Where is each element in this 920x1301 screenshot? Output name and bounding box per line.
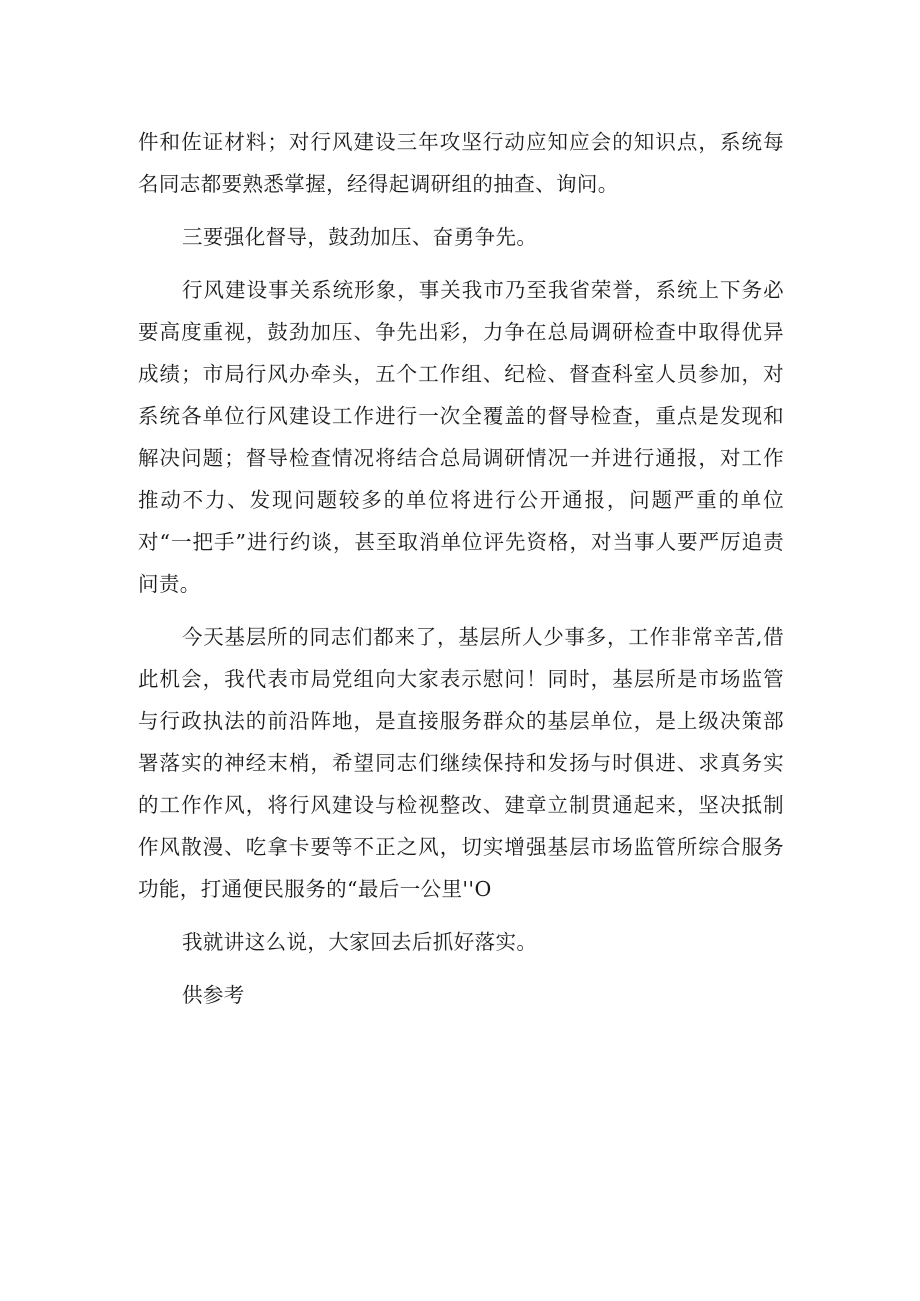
reference-note: 供参考 [182, 983, 245, 1007]
paragraph-supervision: 行风建设事关系统形象，事关我市乃至我省荣誉，系统上下务必要高度重视，鼓劲加压、争先出彩，力争在总局调研检查中取得优异成绩；市局行风办牵头，五个工作组、纪检、督查科室人员参加，对系统各单位行风建设工作进行一次全覆盖的督导检查，重点是发现和解决问题；督导检查情况将结合总局调研情况一并进行通报，对工作推动不力、发现问题较多的单位将进行公开通报，问题严重的单位对“一把手”进行约谈，甚至取消单位评先资格，对当事人要严厉追责问责。 [138, 278, 784, 596]
section-heading: 三要强化督导，鼓劲加压、奋勇争先。 [182, 225, 538, 249]
paragraph-grassroots: 今天基层所的同志们都来了，基层所人少事多，工作非常辛苦,借此机会，我代表市局党组向大家表示慰问！同时，基层所是市场监管与行政执法的前沿阵地，是直接服务群众的基层单位，是上级决策部署落实的神经末梢，希望同志们继续保持和发扬与时俱进、求真务实的工作作风，将行风建设与检视整改、建章立制贯通起来，坚决抵制作风散漫、吃拿卡要等不正之风，切实增强基层市场监管所综合服务功能，打通便民服务的“最后一公里''O [138, 625, 784, 901]
document-body [138, 121, 784, 1016]
paragraph-closing: 我就讲这么说，大家回去后抓好落实。 [182, 930, 538, 954]
paragraph-continued: 件和佐证材料；对行风建设三年攻坚行动应知应会的知识点，系统每名同志都要熟悉掌握，经得起调研组的抽查、询问。 [138, 130, 784, 196]
